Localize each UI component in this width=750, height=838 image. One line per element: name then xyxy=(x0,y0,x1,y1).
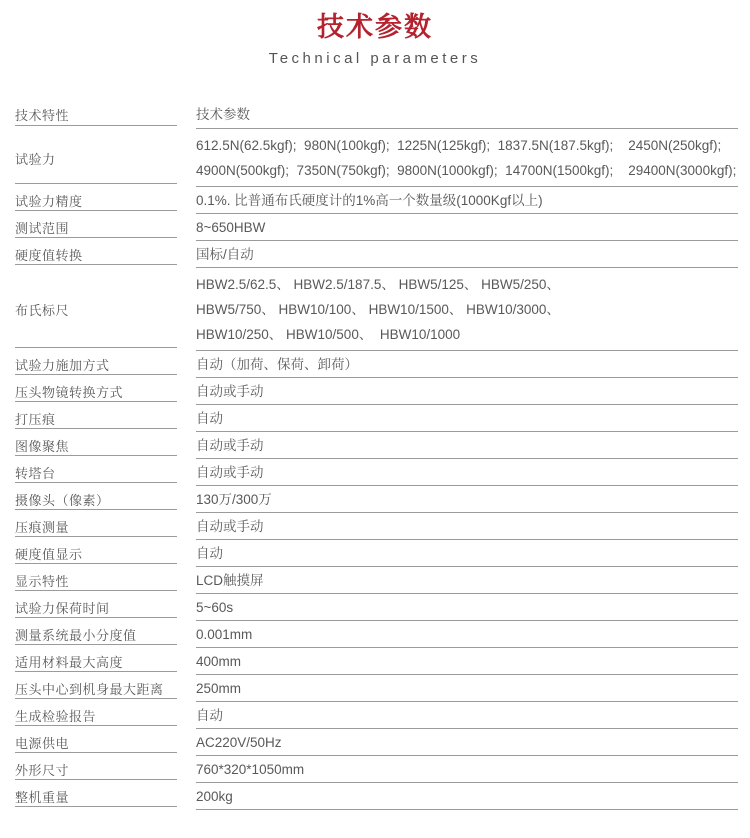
row-label: 生成检验报告 xyxy=(15,702,177,729)
row-label: 摄像头（像素） xyxy=(15,486,177,513)
row-value xyxy=(196,459,738,486)
row-value xyxy=(196,351,738,378)
row-value xyxy=(196,567,738,594)
row-label: 试验力 xyxy=(15,129,177,187)
row-label: 测量系统最小分度值 xyxy=(15,621,177,648)
row-value-line: 国标/自动 xyxy=(196,247,254,262)
row-value-line: 760*320*1050mm xyxy=(196,762,305,777)
row-value-line: 612.5N(62.5kgf); 980N(100kgf); 1225N(125kgf); 1837.5N(187.5kgf); 2450N(250kgf); xyxy=(196,138,722,153)
table-row xyxy=(15,675,738,702)
table-row xyxy=(15,486,738,513)
row-value xyxy=(196,540,738,567)
row-value-line: 0.001mm xyxy=(196,627,253,642)
table-row xyxy=(15,567,738,594)
row-value xyxy=(196,648,738,675)
row-label: 布氏标尺 xyxy=(15,268,177,351)
spec-table xyxy=(15,99,738,810)
row-label: 测试范围 xyxy=(15,214,177,241)
column-header-parameter-text: 技术参数 xyxy=(196,106,250,122)
row-value-line: 130万/300万 xyxy=(196,492,272,507)
page-subtitle: Technical parameters xyxy=(268,50,482,67)
row-value xyxy=(196,513,738,540)
row-value xyxy=(196,268,738,351)
row-label: 试验力施加方式 xyxy=(15,351,177,378)
row-value-line: 8~650HBW xyxy=(196,220,266,235)
row-value xyxy=(196,675,738,702)
row-value-line: HBW5/750、 HBW10/100、 HBW10/1500、 HBW10/3000、 xyxy=(196,302,560,317)
row-label: 显示特性 xyxy=(15,567,177,594)
row-value-line: 自动 xyxy=(196,708,223,723)
row-value xyxy=(196,756,738,783)
row-label: 外形尺寸 xyxy=(15,756,177,783)
row-value-line: 自动 xyxy=(196,411,223,426)
row-value-line: 5~60s xyxy=(196,600,234,615)
row-value xyxy=(196,129,738,187)
row-value-line: HBW2.5/62.5、 HBW2.5/187.5、 HBW5/125、 HBW5/250、 xyxy=(196,277,560,292)
row-value xyxy=(196,432,738,459)
row-value-line: 自动 xyxy=(196,546,223,561)
table-row xyxy=(15,405,738,432)
row-value-line: 自动（加荷、保荷、卸荷） xyxy=(196,357,358,372)
table-row xyxy=(15,459,738,486)
table-row xyxy=(15,432,738,459)
table-header-row xyxy=(15,99,738,129)
table-row xyxy=(15,351,738,378)
row-value xyxy=(196,594,738,621)
row-value xyxy=(196,621,738,648)
table-row xyxy=(15,214,738,241)
table-row xyxy=(15,187,738,214)
row-label: 硬度值转换 xyxy=(15,241,177,268)
row-value-line: 200kg xyxy=(196,789,233,804)
row-value-line: 自动或手动 xyxy=(196,438,264,453)
table-row xyxy=(15,540,738,567)
row-value xyxy=(196,486,738,513)
table-row xyxy=(15,594,738,621)
page-title: 技术参数 xyxy=(317,12,433,42)
row-label: 压头物镜转换方式 xyxy=(15,378,177,405)
row-value xyxy=(196,702,738,729)
row-value-line: 自动或手动 xyxy=(196,519,264,534)
table-row xyxy=(15,702,738,729)
row-label: 适用材料最大高度 xyxy=(15,648,177,675)
table-row xyxy=(15,756,738,783)
column-header-parameter xyxy=(196,99,738,129)
page-header xyxy=(0,12,750,68)
row-label: 打压痕 xyxy=(15,405,177,432)
row-label: 转塔台 xyxy=(15,459,177,486)
row-value-line: 自动或手动 xyxy=(196,384,264,399)
row-value xyxy=(196,729,738,756)
table-row xyxy=(15,729,738,756)
row-value-line: HBW10/250、 HBW10/500、 HBW10/1000 xyxy=(196,327,461,342)
table-row xyxy=(15,648,738,675)
row-label: 整机重量 xyxy=(15,783,177,810)
row-value xyxy=(196,783,738,810)
table-row xyxy=(15,621,738,648)
table-row xyxy=(15,378,738,405)
table-row xyxy=(15,783,738,810)
row-value xyxy=(196,241,738,268)
row-label: 电源供电 xyxy=(15,729,177,756)
row-label: 硬度值显示 xyxy=(15,540,177,567)
table-row xyxy=(15,129,738,187)
table-row xyxy=(15,513,738,540)
table-row xyxy=(15,241,738,268)
row-value xyxy=(196,405,738,432)
row-label: 压头中心到机身最大距离 xyxy=(15,675,177,702)
row-value-line: LCD触摸屏 xyxy=(196,573,264,588)
row-value-line: 0.1%. 比普通布氏硬度计的1%高一个数量级(1000Kgf以上) xyxy=(196,193,543,208)
row-label: 试验力保荷时间 xyxy=(15,594,177,621)
row-label: 图像聚焦 xyxy=(15,432,177,459)
row-value-line: 4900N(500kgf); 7350N(750kgf); 9800N(1000kgf); 14700N(1500kgf); 29400N(3000kgf); xyxy=(196,163,737,178)
row-label: 压痕测量 xyxy=(15,513,177,540)
table-row xyxy=(15,268,738,351)
column-header-feature: 技术特性 xyxy=(15,99,177,129)
row-value xyxy=(196,214,738,241)
table-body xyxy=(15,129,738,810)
row-value xyxy=(196,187,738,214)
row-value-line: 自动或手动 xyxy=(196,465,264,480)
row-value-line: 400mm xyxy=(196,654,242,669)
row-value-line: 250mm xyxy=(196,681,242,696)
row-label: 试验力精度 xyxy=(15,187,177,214)
row-value xyxy=(196,378,738,405)
row-value-line: AC220V/50Hz xyxy=(196,735,282,750)
